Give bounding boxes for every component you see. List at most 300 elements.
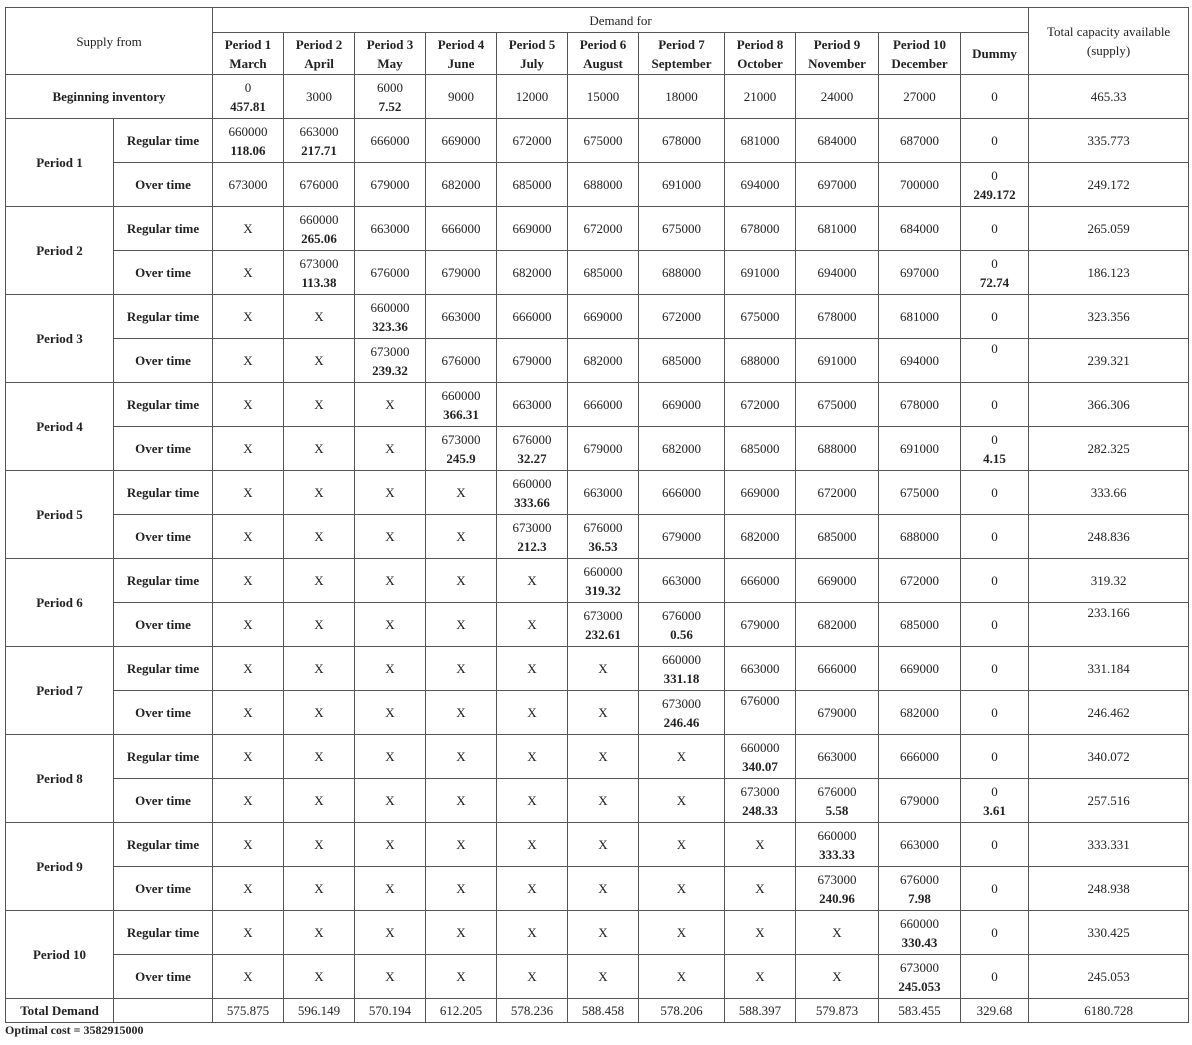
- cost-cell: [355, 163, 426, 207]
- optimal-cost: Optimal cost = 3582915000: [5, 1023, 144, 1037]
- supply-value: 186.123: [1029, 251, 1189, 295]
- unit-cost: X: [676, 969, 687, 984]
- period-label: Period 7: [6, 647, 114, 735]
- period-row: [6, 383, 1189, 427]
- cost-cell: [497, 823, 568, 867]
- cost-cell: [355, 603, 426, 647]
- unit-cost: 27000: [903, 89, 936, 104]
- unit-cost: X: [527, 573, 537, 588]
- cost-cell: [725, 955, 796, 999]
- cost-cell: [796, 559, 879, 603]
- unit-cost: X: [243, 881, 253, 896]
- demand-value: 578.236: [497, 999, 568, 1023]
- allocation-value: 249.172: [973, 186, 1016, 202]
- unit-cost: X: [755, 969, 765, 984]
- cost-cell: [284, 251, 355, 295]
- unit-cost: X: [314, 881, 324, 896]
- cost-cell: [879, 383, 961, 427]
- cost-cell: [961, 75, 1029, 119]
- cost-cell: [879, 823, 961, 867]
- unit-cost: X: [385, 925, 395, 940]
- cost-cell: [879, 955, 961, 999]
- header-row-top: [6, 8, 1189, 33]
- unit-cost: X: [527, 793, 537, 808]
- unit-cost: 669000: [740, 485, 780, 500]
- column-period-label: Period 9: [813, 36, 861, 52]
- unit-cost: 0: [991, 485, 998, 500]
- unit-cost: X: [456, 485, 466, 500]
- cost-cell: [796, 119, 879, 163]
- column-period-label: Period 5: [508, 36, 556, 52]
- cost-cell: [426, 779, 497, 823]
- allocation-value: 4.15: [983, 450, 1006, 466]
- unit-cost: 0: [991, 617, 998, 632]
- period-label: Period 9: [6, 823, 114, 911]
- unit-cost: 673000: [662, 695, 701, 711]
- cost-cell: [284, 867, 355, 911]
- unit-cost: 675000: [817, 397, 857, 412]
- cost-cell: [213, 911, 284, 955]
- unit-cost: 660000: [512, 475, 552, 491]
- allocation-value: 246.46: [663, 714, 700, 730]
- column-header: [725, 33, 796, 75]
- unit-cost: 684000: [900, 221, 939, 236]
- cost-cell: [725, 75, 796, 119]
- unit-cost: 688000: [900, 529, 939, 544]
- unit-cost: 663000: [299, 123, 339, 139]
- cost-cell: [426, 647, 497, 691]
- allocation-value: 333.66: [514, 494, 550, 510]
- allocation-value: 240.96: [819, 890, 855, 906]
- cost-cell: [213, 207, 284, 251]
- cost-cell: [568, 471, 639, 515]
- production-type-label: Over time: [114, 603, 213, 647]
- cost-cell: [639, 691, 725, 735]
- cost-cell: [355, 867, 426, 911]
- cost-cell: [879, 603, 961, 647]
- column-month-label: June: [447, 55, 475, 71]
- allocation-value: 232.61: [585, 626, 621, 642]
- cost-cell: [426, 955, 497, 999]
- cost-cell: [725, 383, 796, 427]
- cost-cell: [961, 515, 1029, 559]
- cost-cell: [213, 163, 284, 207]
- unit-cost: 678000: [740, 221, 780, 236]
- unit-cost: 679000: [740, 617, 780, 632]
- cost-cell: [961, 339, 1029, 383]
- unit-cost: 679000: [583, 441, 623, 456]
- supply-value: 330.425: [1029, 911, 1189, 955]
- production-type-label: Regular time: [114, 383, 213, 427]
- cost-cell: [796, 691, 879, 735]
- cost-cell: [961, 119, 1029, 163]
- allocation-value: 330.43: [901, 934, 938, 950]
- unit-cost: 673000: [441, 431, 481, 447]
- unit-cost: 12000: [515, 89, 549, 104]
- unit-cost: X: [243, 353, 253, 368]
- column-month-label: September: [651, 55, 712, 71]
- allocation-value: 245.9: [446, 450, 476, 466]
- cost-cell: [213, 559, 284, 603]
- cost-cell: [879, 867, 961, 911]
- unit-cost: 676000: [512, 431, 552, 447]
- column-month-label: April: [304, 55, 334, 71]
- unit-cost: X: [314, 309, 324, 324]
- cost-cell: [568, 75, 639, 119]
- unit-cost: X: [385, 969, 395, 984]
- cost-cell: [497, 339, 568, 383]
- allocation-value: 212.3: [517, 538, 547, 554]
- production-type-label: Regular time: [114, 911, 213, 955]
- unit-cost: 660000: [228, 123, 268, 139]
- period-label: Period 2: [6, 207, 114, 295]
- unit-cost: 660000: [370, 299, 410, 315]
- cost-cell: [284, 515, 355, 559]
- cost-cell: [796, 75, 879, 119]
- supply-value: 265.059: [1029, 207, 1189, 251]
- allocation-value: 333.33: [819, 846, 855, 862]
- unit-cost: X: [598, 837, 608, 852]
- unit-cost: 673000: [512, 519, 552, 535]
- unit-cost: 660000: [583, 563, 623, 579]
- unit-cost: 673000: [228, 177, 268, 192]
- cost-cell: [355, 75, 426, 119]
- cost-cell: [284, 339, 355, 383]
- unit-cost: X: [456, 617, 466, 632]
- cost-cell: [213, 427, 284, 471]
- demand-value: 612.205: [426, 999, 497, 1023]
- unit-cost: 679000: [817, 705, 857, 720]
- unit-cost: 0: [991, 167, 998, 183]
- unit-cost: 672000: [512, 133, 552, 148]
- cost-cell: [796, 251, 879, 295]
- cost-cell: [497, 119, 568, 163]
- cost-cell: [879, 427, 961, 471]
- cost-cell: [284, 163, 355, 207]
- column-period-label: Period 1: [224, 36, 272, 52]
- cost-cell: [497, 471, 568, 515]
- unit-cost: X: [755, 881, 765, 896]
- transportation-table-container: [5, 7, 1189, 1023]
- supply-value: 366.306: [1029, 383, 1189, 427]
- unit-cost: 684000: [817, 133, 857, 148]
- unit-cost: 672000: [900, 573, 939, 588]
- cost-cell: [426, 691, 497, 735]
- cost-cell: [796, 207, 879, 251]
- cost-cell: [426, 735, 497, 779]
- unit-cost: 0: [991, 881, 998, 896]
- cost-cell: [725, 427, 796, 471]
- column-header: [961, 33, 1029, 75]
- demand-value: 575.875: [213, 999, 284, 1023]
- unit-cost: 672000: [583, 221, 623, 236]
- unit-cost: 663000: [662, 573, 701, 588]
- cost-cell: [213, 75, 284, 119]
- cost-cell: [355, 735, 426, 779]
- period-row: [6, 735, 1189, 779]
- unit-cost: X: [456, 969, 466, 984]
- unit-cost: 675000: [662, 221, 701, 236]
- cost-cell: [879, 691, 961, 735]
- allocation-value: 32.27: [517, 450, 547, 466]
- cost-cell: [213, 603, 284, 647]
- unit-cost: 3000: [306, 89, 332, 104]
- table-body: [6, 8, 1189, 1023]
- cost-cell: [213, 339, 284, 383]
- unit-cost: X: [598, 969, 608, 984]
- unit-cost: 0: [991, 969, 998, 984]
- unit-cost: 685000: [512, 177, 552, 192]
- cost-cell: [426, 559, 497, 603]
- cost-cell: [725, 339, 796, 383]
- cost-cell: [284, 383, 355, 427]
- unit-cost: 0: [991, 925, 998, 940]
- cost-cell: [639, 427, 725, 471]
- unit-cost: 682000: [817, 617, 857, 632]
- cost-cell: [426, 163, 497, 207]
- unit-cost: X: [755, 925, 765, 940]
- cost-cell: [639, 559, 725, 603]
- cost-cell: [497, 75, 568, 119]
- unit-cost: 18000: [665, 89, 698, 104]
- column-header: [213, 33, 284, 75]
- unit-cost: X: [385, 617, 395, 632]
- transportation-table: [5, 7, 1189, 1023]
- cost-cell: [213, 647, 284, 691]
- cost-cell: [355, 779, 426, 823]
- cost-cell: [961, 471, 1029, 515]
- unit-cost: 691000: [817, 353, 857, 368]
- unit-cost: X: [243, 705, 253, 720]
- unit-cost: 678000: [662, 133, 701, 148]
- cost-cell: [725, 515, 796, 559]
- unit-cost: 0: [991, 529, 998, 544]
- cost-cell: [639, 955, 725, 999]
- cost-cell: [725, 603, 796, 647]
- unit-cost: X: [243, 485, 253, 500]
- demand-value: 588.397: [725, 999, 796, 1023]
- production-type-label: Over time: [114, 867, 213, 911]
- supply-value: 239.321: [1029, 339, 1189, 383]
- unit-cost: X: [676, 925, 687, 940]
- cost-cell: [725, 691, 796, 735]
- unit-cost: X: [456, 573, 466, 588]
- unit-cost: 673000: [370, 343, 410, 359]
- unit-cost: X: [314, 441, 324, 456]
- cost-cell: [879, 119, 961, 163]
- unit-cost: 0: [991, 255, 998, 271]
- unit-cost: 676000: [583, 519, 623, 535]
- supply-value: 323.356: [1029, 295, 1189, 339]
- cost-cell: [725, 735, 796, 779]
- unit-cost: X: [527, 705, 537, 720]
- production-type-label: Regular time: [114, 207, 213, 251]
- unit-cost: X: [243, 837, 253, 852]
- unit-cost: 669000: [900, 661, 939, 676]
- cost-cell: [879, 163, 961, 207]
- cost-cell: [426, 251, 497, 295]
- cost-cell: [426, 515, 497, 559]
- cost-cell: [497, 779, 568, 823]
- unit-cost: 0: [991, 431, 998, 447]
- grand-total-value: 6180.728: [1029, 999, 1189, 1023]
- cost-cell: [426, 207, 497, 251]
- period-row: [6, 955, 1189, 999]
- unit-cost: X: [598, 705, 608, 720]
- cost-cell: [879, 559, 961, 603]
- cost-cell: [568, 295, 639, 339]
- cost-cell: [568, 911, 639, 955]
- demand-value: 583.455: [879, 999, 961, 1023]
- cost-cell: [426, 911, 497, 955]
- unit-cost: 685000: [583, 265, 623, 280]
- cost-cell: [725, 163, 796, 207]
- supply-value: 282.325: [1029, 427, 1189, 471]
- allocation-value: 5.58: [825, 802, 849, 818]
- supply-value: 248.938: [1029, 867, 1189, 911]
- cost-cell: [639, 471, 725, 515]
- cost-cell: [497, 163, 568, 207]
- cost-cell: [568, 823, 639, 867]
- unit-cost: X: [456, 793, 466, 808]
- unit-cost: 700000: [900, 177, 939, 192]
- cost-cell: [284, 207, 355, 251]
- production-type-label: Over time: [114, 163, 213, 207]
- cost-cell: [284, 603, 355, 647]
- allocation-value: 340.07: [742, 758, 778, 774]
- cost-cell: [639, 119, 725, 163]
- unit-cost: 688000: [662, 265, 701, 280]
- production-type-label: Regular time: [114, 647, 213, 691]
- cost-cell: [796, 471, 879, 515]
- cost-cell: [639, 647, 725, 691]
- unit-cost: X: [598, 749, 608, 764]
- unit-cost: 666000: [817, 661, 857, 676]
- period-row: [6, 691, 1189, 735]
- cost-cell: [497, 207, 568, 251]
- cost-cell: [426, 427, 497, 471]
- cost-cell: [213, 867, 284, 911]
- unit-cost: 688000: [583, 177, 623, 192]
- cost-cell: [961, 955, 1029, 999]
- cost-cell: [213, 471, 284, 515]
- unit-cost: 679000: [662, 529, 701, 544]
- cost-cell: [725, 779, 796, 823]
- unit-cost: 663000: [740, 661, 780, 676]
- production-type-label: Over time: [114, 339, 213, 383]
- cost-cell: [497, 603, 568, 647]
- cost-cell: [284, 911, 355, 955]
- cost-cell: [796, 383, 879, 427]
- cost-cell: [497, 735, 568, 779]
- allocation-value: 3.61: [983, 802, 1006, 818]
- supply-value: 246.462: [1029, 691, 1189, 735]
- cost-cell: [796, 647, 879, 691]
- unit-cost: 660000: [299, 211, 339, 227]
- cost-cell: [639, 207, 725, 251]
- column-period-label: Period 10: [892, 36, 947, 52]
- unit-cost: 682000: [900, 705, 939, 720]
- unit-cost: X: [243, 529, 253, 544]
- cost-cell: [879, 735, 961, 779]
- unit-cost: 676000: [740, 693, 780, 708]
- cost-cell: [284, 75, 355, 119]
- unit-cost: 669000: [441, 133, 481, 148]
- cost-cell: [568, 251, 639, 295]
- cost-cell: [568, 647, 639, 691]
- unit-cost: 679000: [441, 265, 481, 280]
- unit-cost: X: [314, 837, 324, 852]
- unit-cost: 666000: [370, 133, 410, 148]
- cost-cell: [725, 559, 796, 603]
- cost-cell: [355, 251, 426, 295]
- allocation-value: 323.36: [372, 318, 408, 334]
- supply-value: 340.072: [1029, 735, 1189, 779]
- period-label: Period 6: [6, 559, 114, 647]
- cost-cell: [725, 471, 796, 515]
- production-type-label: Regular time: [114, 559, 213, 603]
- unit-cost: 691000: [900, 441, 939, 456]
- cost-cell: [725, 207, 796, 251]
- cost-cell: [961, 163, 1029, 207]
- cost-cell: [725, 119, 796, 163]
- unit-cost: X: [385, 881, 395, 896]
- cost-cell: [568, 779, 639, 823]
- cost-cell: [961, 559, 1029, 603]
- unit-cost: 9000: [448, 89, 474, 104]
- cost-cell: [568, 603, 639, 647]
- unit-cost: 673000: [900, 959, 939, 975]
- unit-cost: 682000: [662, 441, 701, 456]
- cost-cell: [284, 647, 355, 691]
- unit-cost: X: [598, 661, 608, 676]
- unit-cost: 673000: [299, 255, 339, 271]
- column-month-label: November: [808, 55, 866, 71]
- unit-cost: X: [676, 749, 687, 764]
- unit-cost: 675000: [583, 133, 623, 148]
- cost-cell: [355, 955, 426, 999]
- cost-cell: [879, 251, 961, 295]
- allocation-value: 7.52: [378, 98, 402, 114]
- unit-cost: 681000: [740, 133, 780, 148]
- cost-cell: [568, 515, 639, 559]
- unit-cost: 660000: [662, 651, 701, 667]
- unit-cost: X: [385, 485, 395, 500]
- unit-cost: 666000: [662, 485, 701, 500]
- cost-cell: [284, 119, 355, 163]
- cost-cell: [568, 383, 639, 427]
- period-row: [6, 911, 1189, 955]
- unit-cost: 669000: [662, 397, 701, 412]
- unit-cost: 0: [244, 79, 252, 95]
- cost-cell: [568, 867, 639, 911]
- cost-cell: [639, 779, 725, 823]
- unit-cost: X: [385, 661, 395, 676]
- unit-cost: 687000: [900, 133, 939, 148]
- demand-value: 329.68: [961, 999, 1029, 1023]
- period-row: [6, 119, 1189, 163]
- unit-cost: 663000: [441, 309, 481, 324]
- unit-cost: 678000: [900, 397, 939, 412]
- unit-cost: 697000: [817, 177, 857, 192]
- cost-cell: [568, 207, 639, 251]
- cost-cell: [639, 735, 725, 779]
- period-label: Period 10: [6, 911, 114, 999]
- unit-cost: 691000: [662, 177, 701, 192]
- column-period-label: Period 3: [366, 36, 414, 52]
- production-type-label: Regular time: [114, 471, 213, 515]
- unit-cost: X: [243, 925, 253, 940]
